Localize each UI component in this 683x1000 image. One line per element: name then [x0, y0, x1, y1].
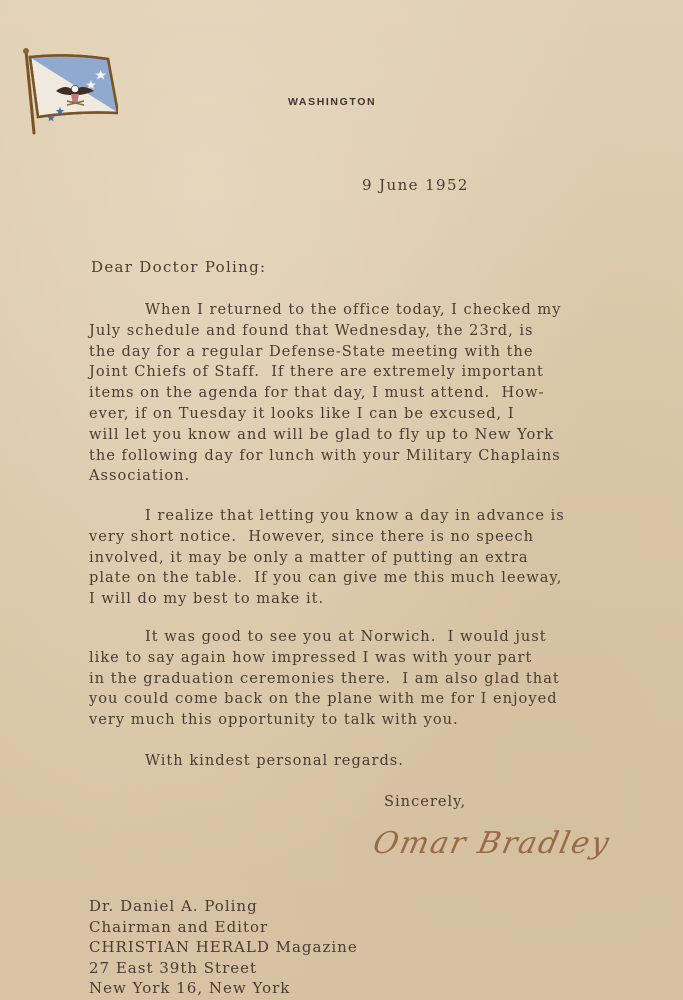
letter-date: 9 June 1952: [362, 176, 469, 194]
paragraph-line: July schedule and found that Wednesday, the 23rd, is: [89, 321, 534, 339]
paragraph-line: like to say again how impressed I was with your part: [89, 648, 533, 666]
closing-regards: With kindest personal regards.: [145, 752, 404, 769]
address-line: Chairman and Editor: [89, 917, 269, 936]
paragraph-line: the day for a regular Defense-State meeting with the: [89, 342, 534, 360]
paragraph-line: involved, it may be only a matter of putting an extra: [89, 548, 529, 566]
address-line: New York 16, New York: [89, 979, 291, 998]
four-star-flag-icon: [18, 45, 118, 135]
address-line: Dr. Daniel A. Poling: [89, 897, 258, 915]
paragraph-line: I will do my best to make it.: [89, 590, 325, 608]
address-line: 27 East 39th Street: [89, 958, 258, 977]
salutation: Dear Doctor Poling:: [91, 258, 267, 276]
paragraph-line: Joint Chiefs of Staff. If there are extremely important: [89, 363, 544, 381]
paragraph-line: will let you know and will be glad to fly up to New York: [89, 425, 555, 443]
paragraph-line: items on the agenda for that day, I must attend. How-: [89, 384, 545, 402]
flag-finial: [23, 48, 29, 54]
paragraph-line: When I returned to the office today, I checked my: [145, 301, 562, 318]
paragraph-line: in the graduation ceremonies there. I am also glad that: [89, 669, 560, 687]
paragraph-1: [89, 300, 669, 487]
paragraph-line: very much this opportunity to talk with you.: [89, 711, 459, 729]
paragraph-line: you could come back on the plane with me for I enjoyed: [89, 690, 558, 708]
paragraph-line: the following day for lunch with your Military Chaplains: [89, 446, 561, 464]
paragraph-line: It was good to see you at Norwich. I would just: [145, 628, 547, 645]
paragraph-line: plate on the table. If you can give me this much leeway,: [89, 569, 563, 587]
handwritten-signature: Omar Bradley: [369, 826, 614, 861]
paragraph-line: ever, if on Tuesday it looks like I can be excused, I: [89, 404, 515, 422]
paragraph-line: very short notice. However, since there is no speech: [89, 527, 534, 545]
complimentary-close: Sincerely,: [384, 793, 467, 810]
paragraph-2: [89, 506, 669, 610]
paragraph-line: Association.: [89, 467, 191, 485]
paragraph-3: [89, 627, 669, 731]
address-line: CHRISTIAN HERALD Magazine: [89, 938, 358, 957]
paragraph-line: I realize that letting you know a day in advance is: [145, 507, 565, 524]
recipient-address: [89, 896, 358, 999]
letterhead-city: WASHINGTON: [288, 96, 377, 108]
